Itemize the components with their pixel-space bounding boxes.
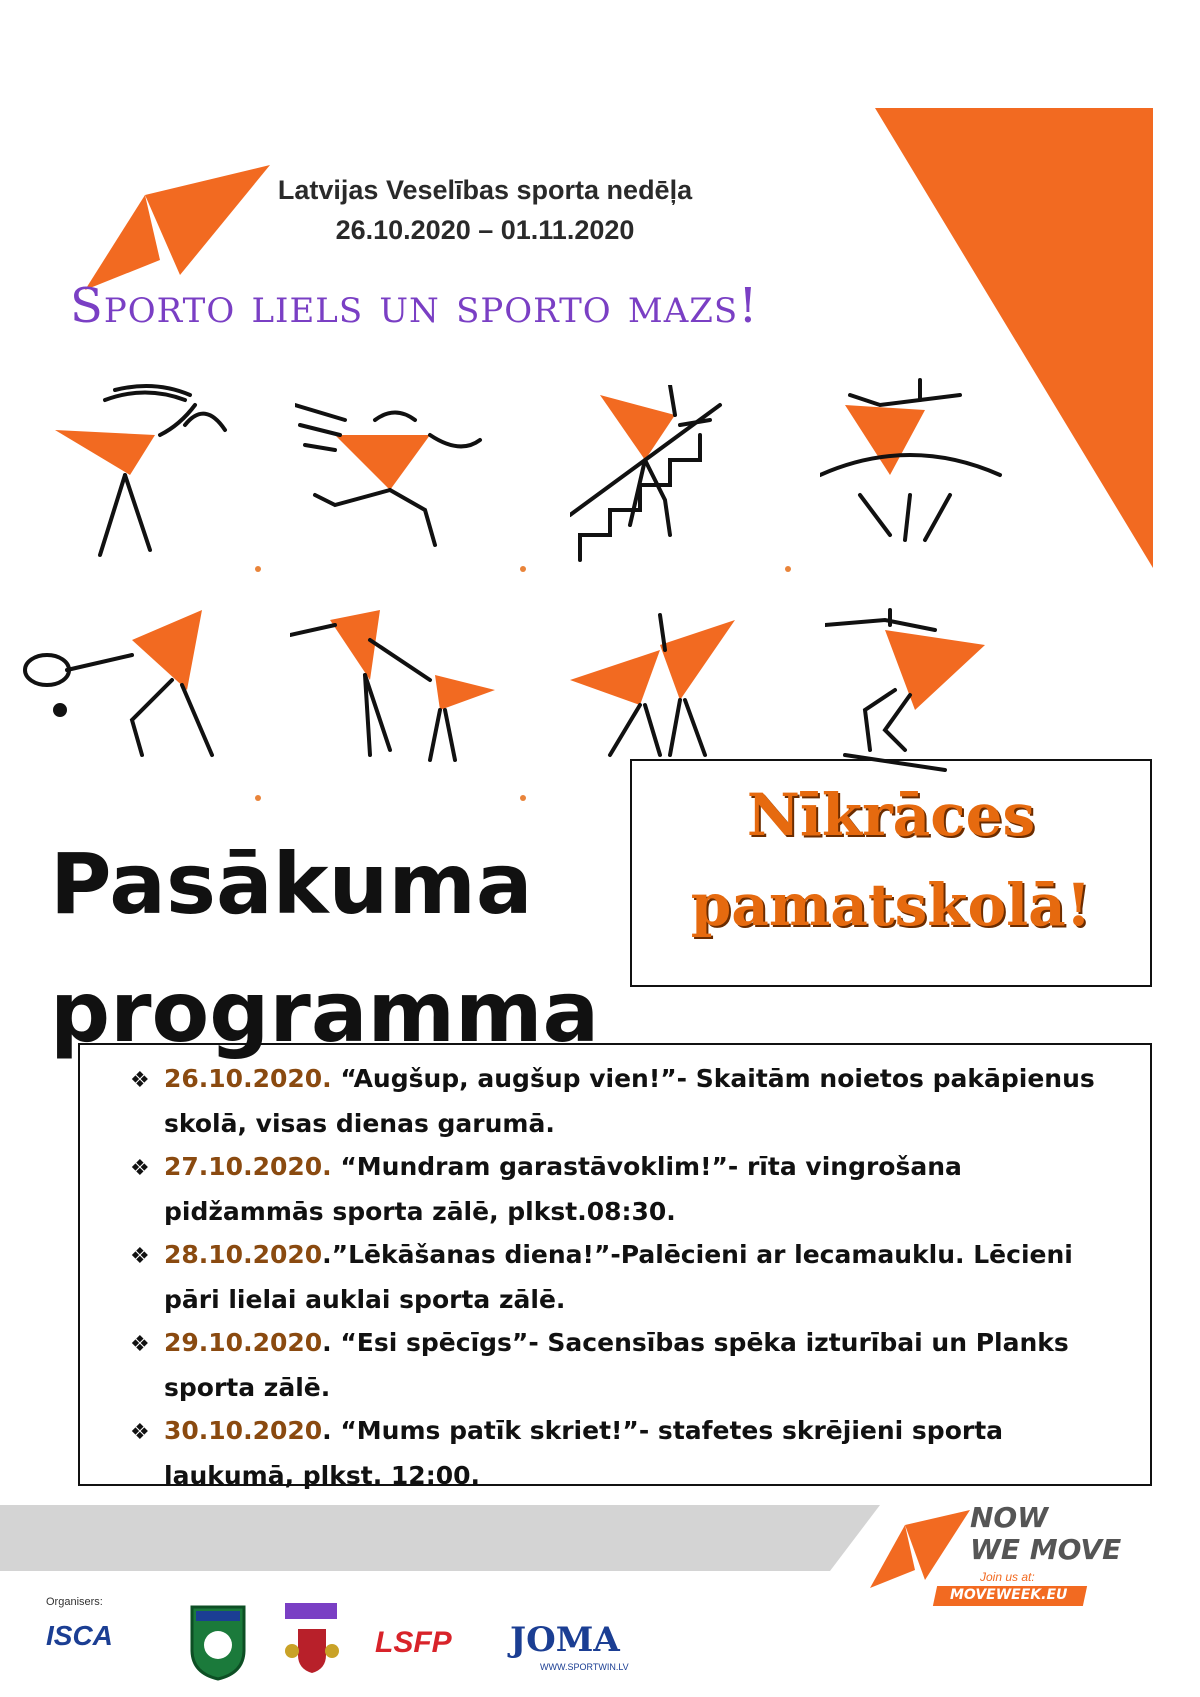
nwm-line2: WE MOVE	[970, 1533, 1122, 1566]
lsfp-logo: LSFP	[375, 1626, 452, 1659]
latvia-coat-of-arms-icon	[284, 1625, 340, 1675]
walking-figure-icon	[45, 380, 275, 560]
balance-figure-icon	[820, 375, 1050, 555]
diamond-bullet-icon: ❖	[130, 1156, 150, 1181]
running-figure-icon	[295, 395, 525, 575]
nwm-site: MOVEWEEK.EU	[950, 1587, 1068, 1603]
diamond-bullet-icon: ❖	[130, 1332, 150, 1357]
tennis-figure-icon	[22, 600, 252, 780]
footer-band	[0, 1505, 880, 1571]
schedule-date: 29.10.2020	[164, 1328, 323, 1357]
isca-logo: ISCA	[46, 1620, 113, 1651]
schedule-text: .”Lēkāšanas diena!”-Palēcieni ar lecamauklu. Lēcieni pāri lielai auklai sporta zālē.	[164, 1240, 1073, 1314]
moveweek-logo-icon	[85, 165, 270, 295]
schedule-item	[130, 1057, 1100, 1145]
schedule-item	[130, 1233, 1100, 1321]
moveweek-small-logo-icon	[870, 1510, 970, 1590]
slogan: Sporto liels un sporto mazs!	[70, 278, 759, 334]
diamond-bullet-icon: ❖	[130, 1244, 150, 1269]
schedule-text: . “Mums patīk skriet!”- stafetes skrējieni sporta laukumā, plkst. 12:00.	[164, 1416, 1004, 1490]
organisers-label: Organisers:	[46, 1596, 103, 1608]
separator-dot	[255, 795, 261, 801]
separator-dot	[255, 566, 261, 572]
ministry-color-bar	[285, 1603, 337, 1619]
now-we-move-logo	[870, 1500, 1160, 1620]
separator-dot	[520, 795, 526, 801]
schedule-date: 28.10.2020	[164, 1240, 323, 1269]
nwm-join: Join us at:	[980, 1570, 1035, 1584]
skateboard-figure-icon	[825, 600, 1055, 780]
schedule-list	[78, 1043, 1152, 1490]
school-name-line1: Nīkrāces	[746, 781, 1036, 849]
schedule-item	[130, 1321, 1100, 1409]
schedule-text: . “Esi spēcīgs”- Sacensības spēka izturībai un Planks sporta zālē.	[164, 1328, 1069, 1402]
joma-logo: JOMA	[510, 1620, 620, 1660]
diamond-bullet-icon: ❖	[130, 1068, 150, 1093]
stairs-figure-icon	[570, 385, 800, 565]
diamond-bullet-icon: ❖	[130, 1420, 150, 1445]
joma-site: WWW.SPORTWIN.LV	[540, 1662, 629, 1672]
event-title	[250, 170, 720, 250]
program-title-line1: Pasākuma	[50, 835, 533, 933]
schedule-item	[130, 1145, 1100, 1233]
skating-figure-icon	[290, 600, 520, 780]
program-title-line2: programma	[50, 963, 600, 1061]
program-title	[50, 820, 599, 1076]
separator-dot	[520, 566, 526, 572]
event-dates: 26.10.2020 – 01.11.2020	[335, 215, 635, 245]
schedule-date: 26.10.2020.	[164, 1064, 332, 1093]
schedule-date: 27.10.2020.	[164, 1152, 332, 1181]
school-name-line2: pamatskolā!	[690, 871, 1092, 939]
schedule-date: 30.10.2020	[164, 1416, 323, 1445]
nwm-line1: NOW	[970, 1501, 1049, 1534]
schedule-text: “Mundram garastāvoklim!”- rīta vingrošana pidžammās sporta zālē, plkst.08:30.	[164, 1152, 962, 1226]
lisa-shield-logo-icon	[190, 1605, 246, 1681]
separator-dot	[785, 566, 791, 572]
event-name: Latvijas Veselības sporta nedēļa	[277, 175, 693, 205]
schedule-item	[130, 1409, 1100, 1497]
school-box	[630, 759, 1152, 987]
schedule-text: “Augšup, augšup vien!”- Skaitām noietos pakāpienus skolā, visas dienas garumā.	[164, 1064, 1095, 1138]
dancing-figure-icon	[570, 605, 800, 785]
